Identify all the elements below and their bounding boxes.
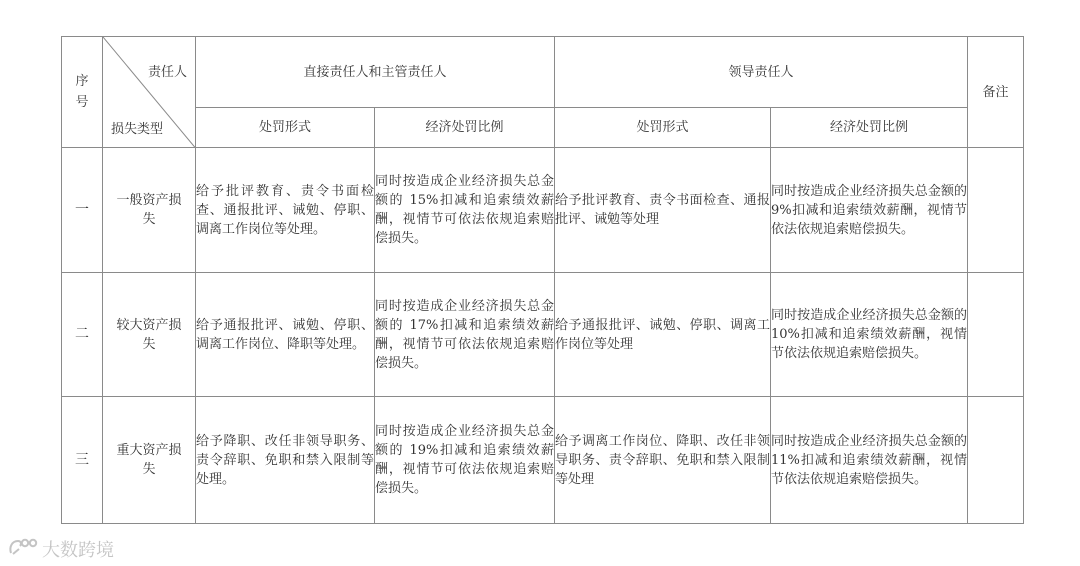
loss-type: 重大资产损失 [103,397,196,524]
remark [968,148,1024,273]
diagonal-header-cell [103,37,196,148]
subheader-ratio-direct: 经济处罚比例 [375,108,555,148]
subheader-ratio-leader: 经济处罚比例 [771,108,968,148]
watermark [8,536,114,562]
diag-responsible-label: 责任人 [147,65,187,80]
seq-header: 序号 [62,37,103,148]
row-index: 一 [62,148,103,273]
loss-type: 一般资产损失 [103,148,196,273]
table-row [62,272,1024,397]
diag-loss-type-label: 损失类型 [111,122,164,138]
table-row [62,148,1024,273]
remark [968,272,1024,397]
header-row-2 [62,108,1024,148]
table-row [62,397,1024,524]
leader-punishment: 给予通报批评、诫勉、停职、调离工作岗位等处理 [555,272,771,397]
leader-ratio: 同时按造成企业经济损失总金额的 11%扣减和追索绩效薪酬，视情节依法依规追索赔偿损失。 [771,397,968,524]
row-index: 二 [62,272,103,397]
row-index: 三 [62,397,103,524]
penalty-table [61,36,1024,524]
leader-punishment: 给予调离工作岗位、降职、改任非领导职务、责令辞职、免职和禁入限制等处理 [555,397,771,524]
header-row-1 [62,37,1024,108]
remark-header: 备注 [968,37,1024,148]
subheader-punish-leader: 处罚形式 [555,108,771,148]
watermark-text: 大数跨境 [42,540,114,561]
leader-ratio: 同时按造成企业经济损失总金额的 9%扣减和追索绩效薪酬，视情节依法依规追索赔偿损失。 [771,148,968,273]
group-header-direct: 直接责任人和主管责任人 [196,37,555,108]
leader-punishment: 给予批评教育、责令书面检查、通报批评、诫勉等处理 [555,148,771,273]
direct-ratio: 同时按造成企业经济损失总金额的 17%扣减和追索绩效薪酬，视情节可依法依规追索赔偿损失。 [375,272,555,397]
loss-type: 较大资产损失 [103,272,196,397]
group-header-leader: 领导责任人 [555,37,968,108]
direct-punishment: 给予通报批评、诫勉、停职、调离工作岗位、降职等处理。 [196,272,375,397]
direct-ratio: 同时按造成企业经济损失总金额的 15%扣减和追索绩效薪酬，视情节可依法依规追索赔偿损失。 [375,148,555,273]
brand-logo-icon [8,537,38,562]
direct-ratio: 同时按造成企业经济损失总金额的 19%扣减和追索绩效薪酬，视情节可依法依规追索赔偿损失。 [375,397,555,524]
subheader-punish-direct: 处罚形式 [196,108,375,148]
leader-ratio: 同时按造成企业经济损失总金额的 10%扣减和追索绩效薪酬，视情节依法依规追索赔偿损失。 [771,272,968,397]
direct-punishment: 给予降职、改任非领导职务、责令辞职、免职和禁入限制等处理。 [196,397,375,524]
remark [968,397,1024,524]
direct-punishment: 给予批评教育、责令书面检查、通报批评、诫勉、停职、调离工作岗位等处理。 [196,148,375,273]
